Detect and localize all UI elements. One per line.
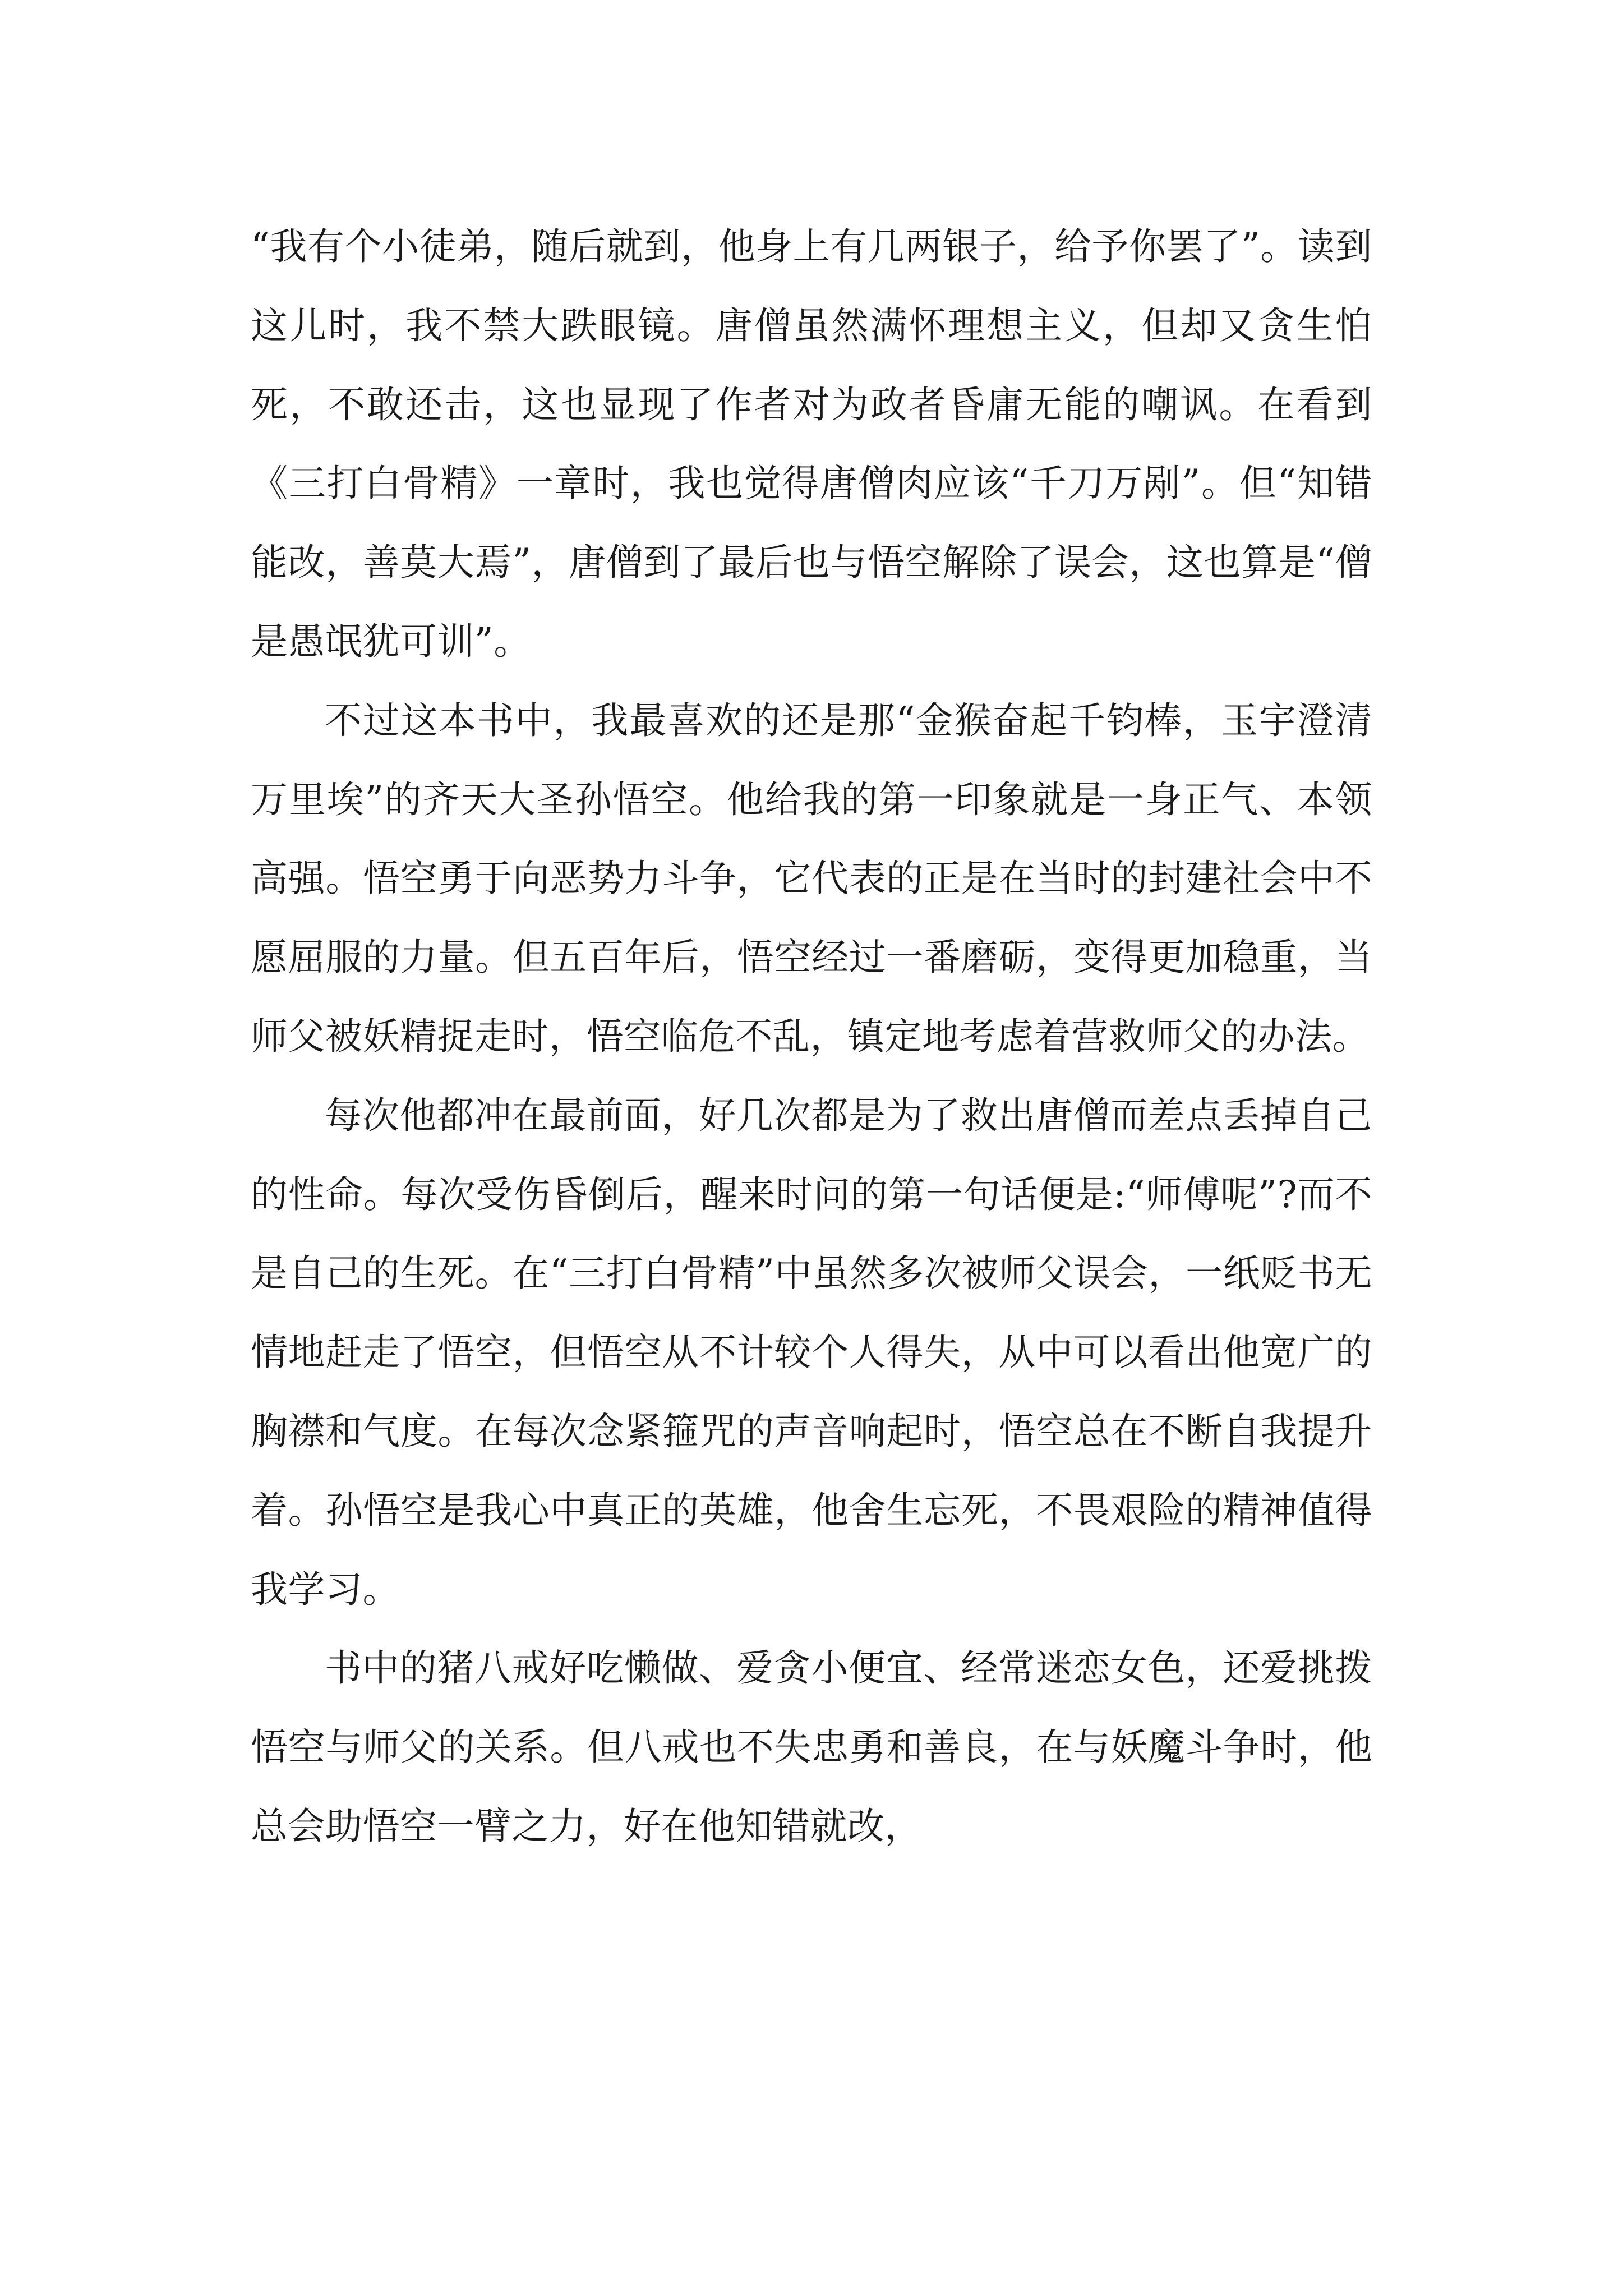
document-body xyxy=(251,208,1372,1866)
paragraph-4: 书中的猪八戒好吃懒做、爱贪小便宜、经常迷恋女色，还爱挑拨悟空与师父的关系。但八戒也不失忠勇和善良，在与妖魔斗争时，他总会助悟空一臂之力，好在他知错就改， xyxy=(251,1646,1372,1848)
paragraph-1: “我有个小徒弟，随后就到，他身上有几两银子，给予你罢了”。读到这儿时，我不禁大跌眼镜。唐僧虽然满怀理想主义，但却又贪生怕死，不敢还击，这也显现了作者对为政者昏庸无能的嘲讽。在看到《三打白骨精》一章时，我也觉得唐僧肉应该“千刀万剐”。但“知错能改，善莫大焉”，唐僧到了最后也与悟空解除了误会，这也算是“僧是愚氓犹可训”。 xyxy=(251,225,1372,663)
paragraph-2: 不过这本书中，我最喜欢的还是那“金猴奋起千钧棒，玉宇澄清万里埃”的齐天大圣孙悟空。他给我的第一印象就是一身正气、本领高强。悟空勇于向恶势力斗争，它代表的正是在当时的封建社会中不愿屈服的力量。但五百年后，悟空经过一番磨砺，变得更加稳重，当师父被妖精捉走时，悟空临危不乱，镇定地考虑着营救师父的办法。 xyxy=(251,698,1372,1058)
paragraph-3: 每次他都冲在最前面，好几次都是为了救出唐僧而差点丢掉自己的性命。每次受伤昏倒后，醒来时问的第一句话便是:“师傅呢”?而不是自己的生死。在“三打白骨精”中虽然多次被师父误会，一纸贬书无情地赶走了悟空，但悟空从不计较个人得失，从中可以看出他宽广的胸襟和气度。在每次念紧箍咒的声音响起时，悟空总在不断自我提升着。孙悟空是我心中真正的英雄，他舍生忘死，不畏艰险的精神值得我学习。 xyxy=(251,1093,1372,1611)
